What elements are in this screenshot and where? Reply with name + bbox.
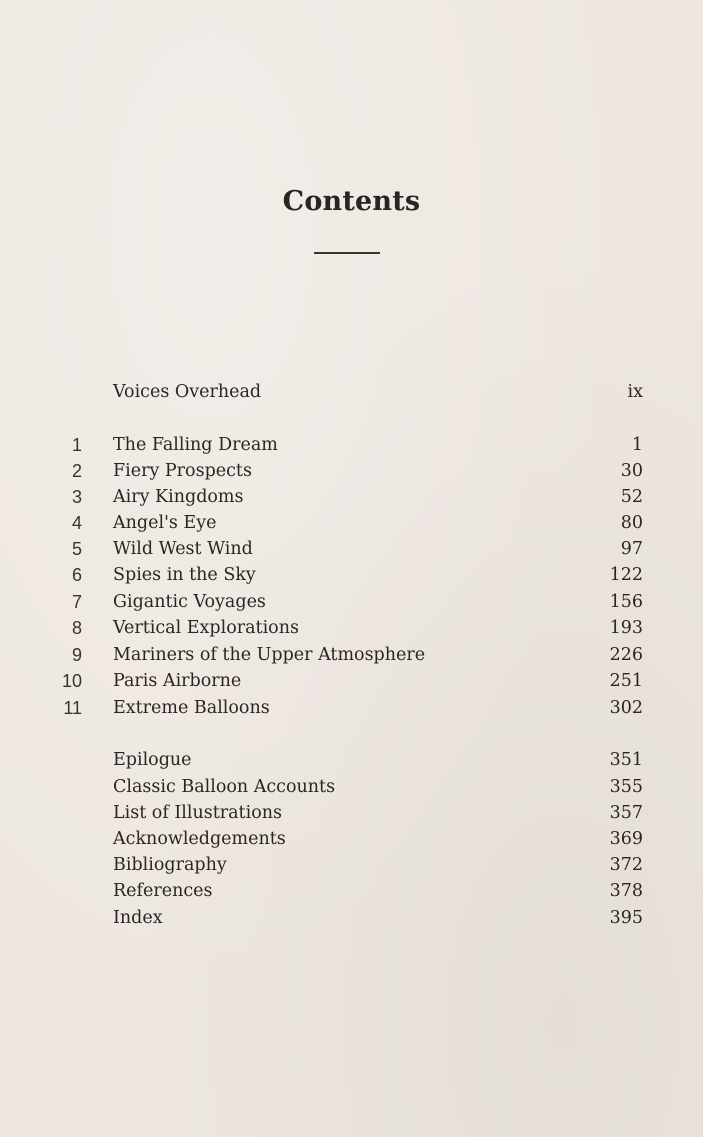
toc-entry-back bbox=[0, 906, 703, 930]
toc-entry-chapter bbox=[0, 669, 703, 693]
entry-title: Epilogue bbox=[113, 750, 192, 770]
entry-page-number: 193 bbox=[609, 618, 643, 638]
chapter-number: 2 bbox=[71, 461, 82, 481]
entry-title: Wild West Wind bbox=[113, 539, 253, 559]
entry-page-number: 351 bbox=[609, 750, 643, 770]
toc-entry-back bbox=[0, 853, 703, 877]
entry-page-number: 302 bbox=[609, 698, 643, 718]
toc-entry-chapter bbox=[0, 643, 703, 667]
entry-title: Bibliography bbox=[113, 855, 227, 875]
chapter-number: 7 bbox=[71, 592, 82, 612]
toc-entry-back bbox=[0, 775, 703, 799]
entry-title: The Falling Dream bbox=[113, 435, 278, 455]
entry-title: Angel's Eye bbox=[113, 513, 217, 533]
chapter-number: 10 bbox=[61, 671, 82, 691]
entry-page-number: 251 bbox=[609, 671, 643, 691]
toc-entry-chapter bbox=[0, 590, 703, 614]
chapter-number: 6 bbox=[71, 565, 82, 585]
chapter-number: 11 bbox=[63, 698, 82, 718]
chapter-number: 8 bbox=[71, 618, 82, 638]
toc-entry-back bbox=[0, 879, 703, 903]
toc-entry-chapter bbox=[0, 537, 703, 561]
entry-page-number: 357 bbox=[609, 803, 643, 823]
entry-title: Index bbox=[113, 908, 163, 928]
entry-title: Gigantic Voyages bbox=[113, 592, 266, 612]
entry-title: Classic Balloon Accounts bbox=[113, 777, 336, 797]
entry-title: Extreme Balloons bbox=[113, 698, 270, 718]
toc-entry-chapter bbox=[0, 485, 703, 509]
toc-entry-back bbox=[0, 827, 703, 851]
chapter-number: 4 bbox=[71, 513, 82, 533]
page-title: Contents bbox=[282, 186, 421, 217]
toc-entry-chapter bbox=[0, 433, 703, 457]
entry-title: Mariners of the Upper Atmosphere bbox=[113, 645, 426, 665]
entry-page-number: 372 bbox=[609, 855, 643, 875]
entry-title: Paris Airborne bbox=[113, 671, 242, 691]
entry-page-number: 395 bbox=[609, 908, 643, 928]
entry-title: Fiery Prospects bbox=[113, 461, 252, 481]
toc-entry-chapter bbox=[0, 459, 703, 483]
entry-page-number: 97 bbox=[620, 539, 643, 559]
chapter-number: 9 bbox=[71, 645, 82, 665]
entry-title: Airy Kingdoms bbox=[113, 487, 244, 507]
entry-title: Acknowledgements bbox=[113, 829, 286, 849]
entry-title: List of Illustrations bbox=[113, 803, 282, 823]
entry-page-number: 355 bbox=[609, 777, 643, 797]
entry-page-number: 30 bbox=[620, 461, 643, 481]
toc-entry-chapter bbox=[0, 511, 703, 535]
toc-entry-chapter bbox=[0, 563, 703, 587]
entry-page-number: 1 bbox=[631, 435, 643, 455]
entry-page-number: 156 bbox=[609, 592, 643, 612]
toc-entry-front bbox=[0, 380, 703, 404]
toc-entry-back bbox=[0, 801, 703, 825]
toc-entry-chapter bbox=[0, 616, 703, 640]
toc-entry-back bbox=[0, 748, 703, 772]
chapter-number: 5 bbox=[71, 539, 82, 559]
entry-page-number: 378 bbox=[609, 881, 643, 901]
entry-title: Voices Overhead bbox=[113, 382, 262, 402]
title-rule bbox=[314, 252, 380, 254]
entry-title: References bbox=[113, 881, 213, 901]
entry-page-number: 80 bbox=[620, 513, 643, 533]
toc-entry-chapter bbox=[0, 696, 703, 720]
entry-page-number: 122 bbox=[609, 565, 643, 585]
entry-title: Vertical Explorations bbox=[113, 618, 299, 638]
entry-title: Spies in the Sky bbox=[113, 565, 256, 585]
entry-page-number: 52 bbox=[620, 487, 643, 507]
chapter-number: 1 bbox=[71, 435, 82, 455]
entry-page-number: 226 bbox=[609, 645, 643, 665]
entry-page-number: ix bbox=[627, 382, 643, 402]
chapter-number: 3 bbox=[71, 487, 82, 507]
entry-page-number: 369 bbox=[609, 829, 643, 849]
